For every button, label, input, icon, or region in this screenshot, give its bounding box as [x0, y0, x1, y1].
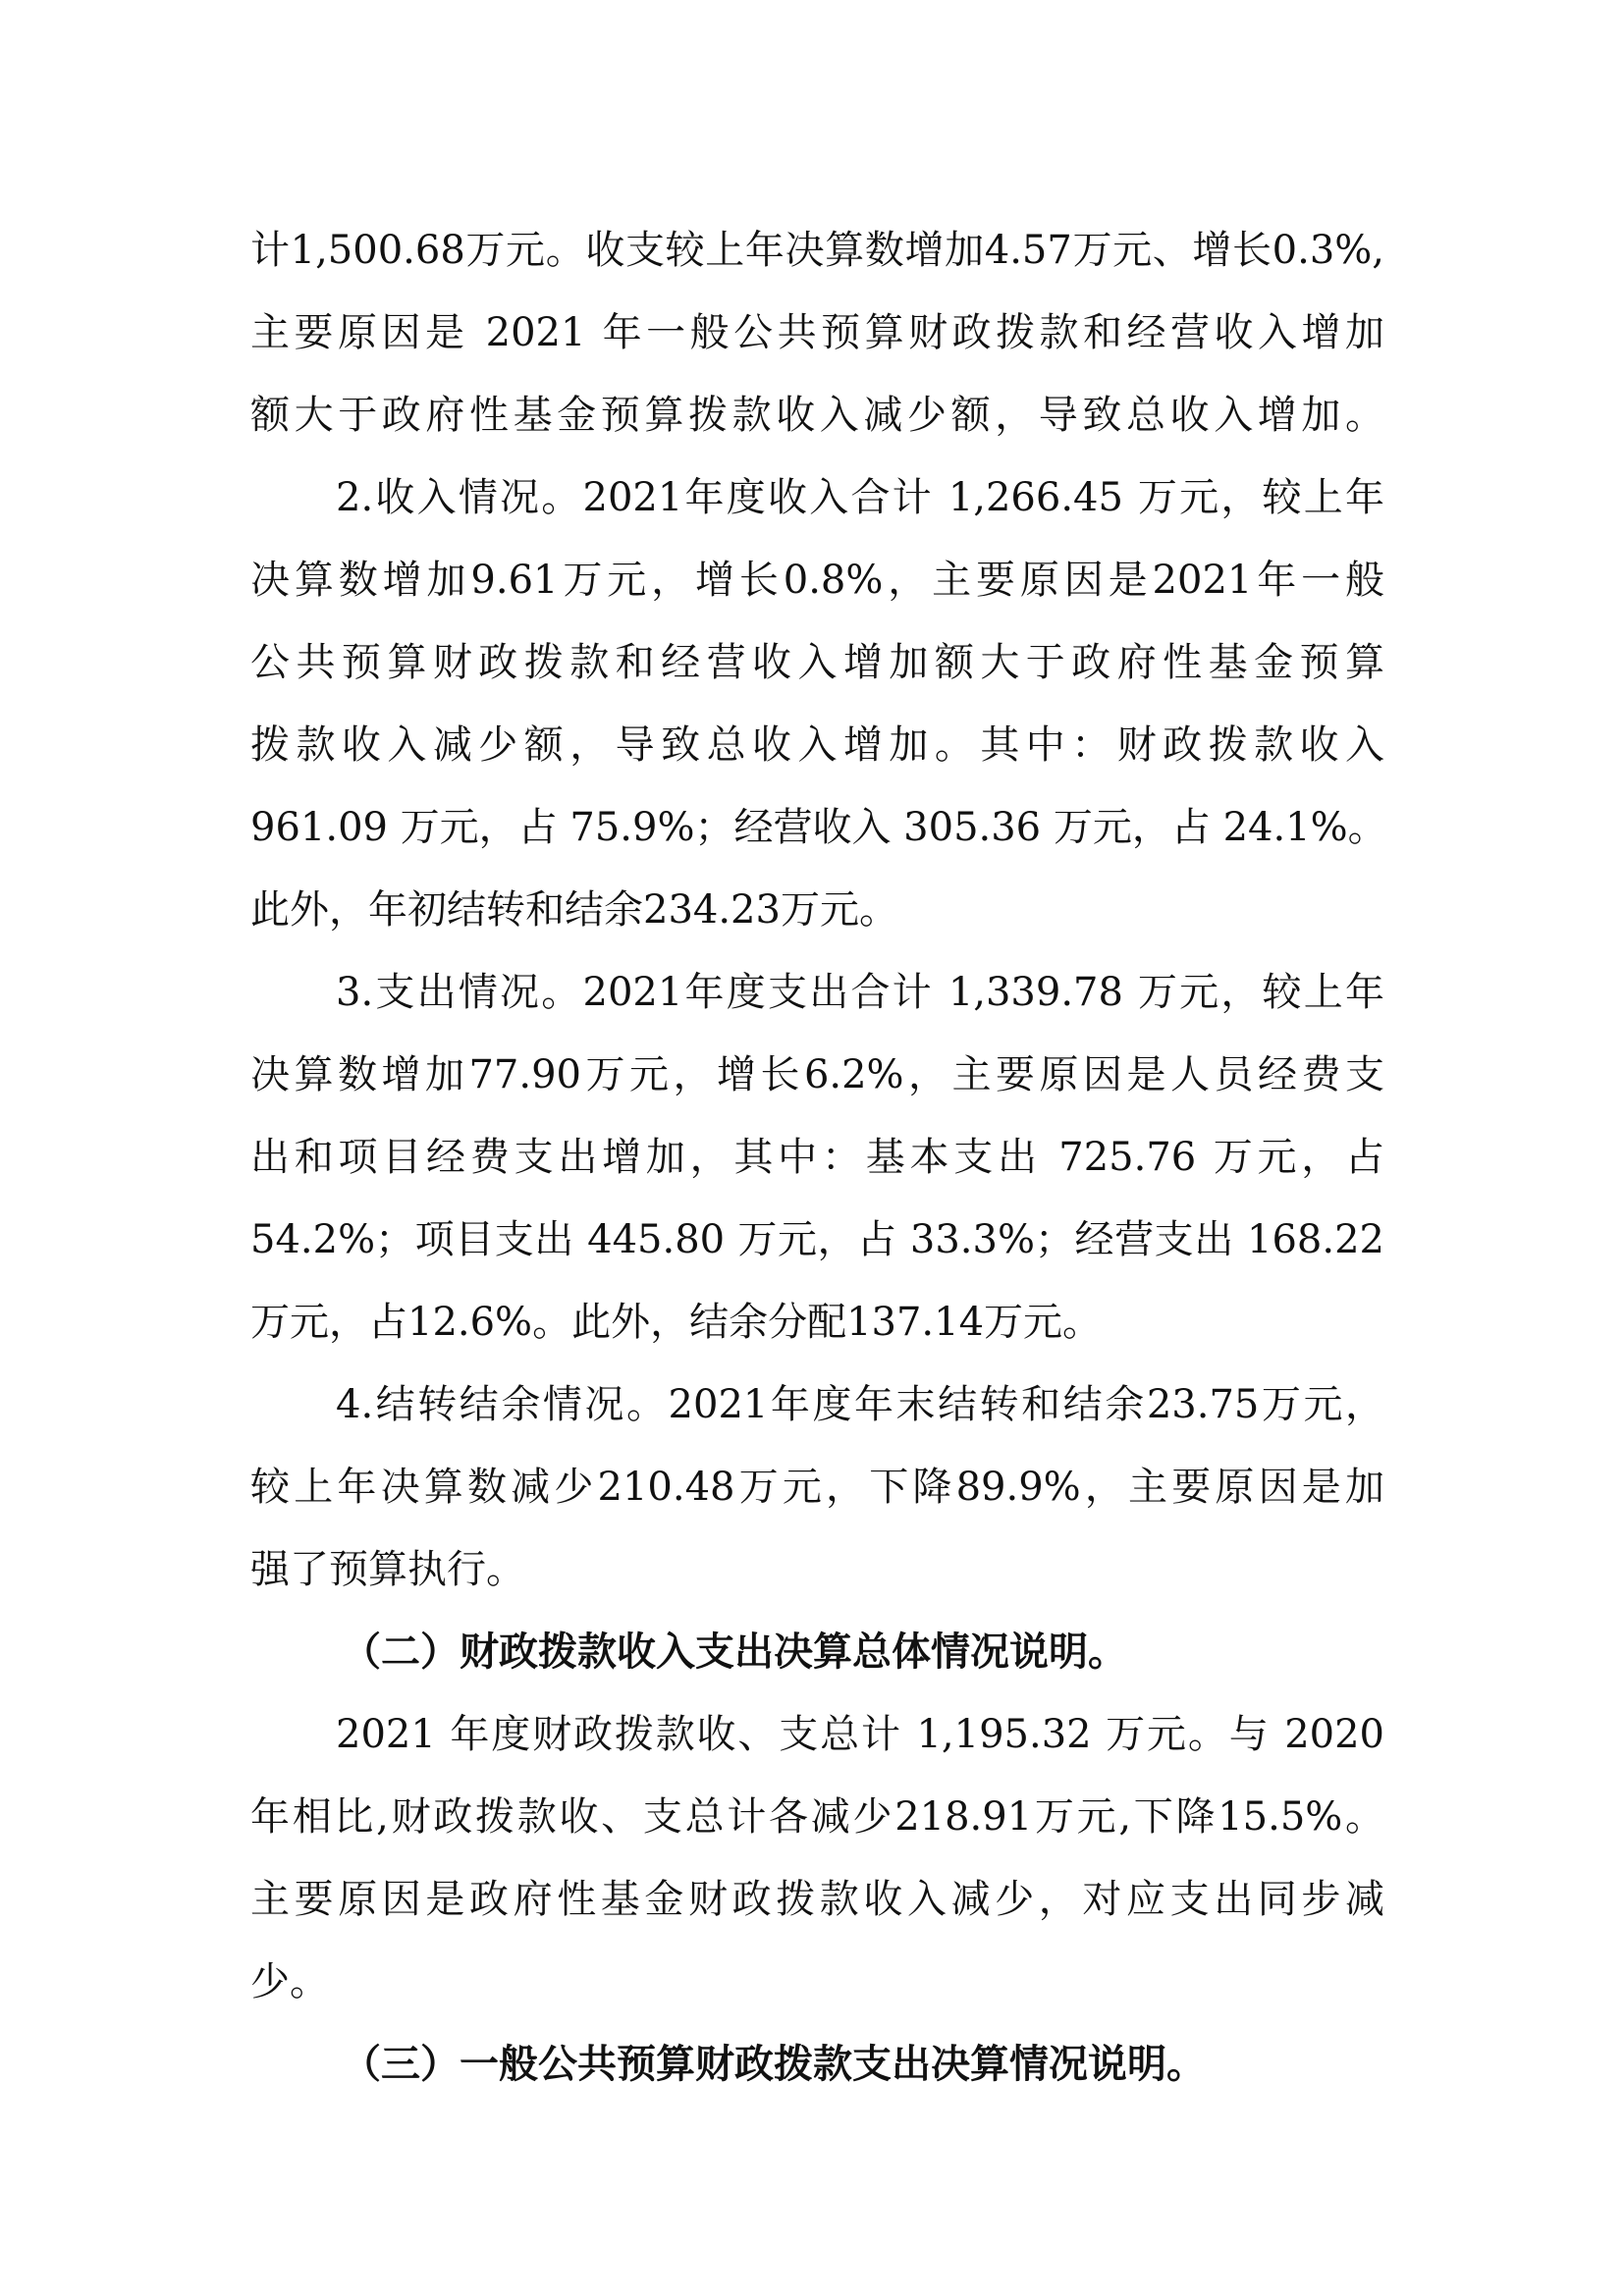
text-line: 少。 [250, 1959, 329, 2004]
text-line: 54.2%；项目支出 445.80 万元，占 33.3%；经营支出 168.22 [250, 1217, 1384, 1262]
text-line: 主要原因是 2021 年一般公共预算财政拨款和经营收入增加 [250, 310, 1384, 355]
text-line: 拨款收入减少额，导致总收入增加。其中：财政拨款收入 [250, 722, 1384, 768]
text-line: 额大于政府性基金预算拨款收入减少额，导致总收入增加。 [250, 393, 1384, 438]
text-line: 主要原因是政府性基金财政拨款收入减少，对应支出同步减 [250, 1877, 1384, 1922]
text-line: 公共预算财政拨款和经营收入增加额大于政府性基金预算 [250, 640, 1384, 685]
text-line: 决算数增加9.61万元，增长0.8%，主要原因是2021年一般 [250, 558, 1384, 603]
text-line: 4.结转结余情况。2021年度年末结转和结余23.75万元， [336, 1382, 1384, 1427]
text-line: 2021 年度财政拨款收、支总计 1,195.32 万元。与 2020 [336, 1712, 1384, 1757]
text-line: 万元，占12.6%。此外，结余分配137.14万元。 [250, 1300, 1103, 1345]
text-line: 强了预算执行。 [250, 1547, 525, 1592]
section-heading: （二）财政拨款收入支出决算总体情况说明。 [342, 1629, 1127, 1675]
text-line: 此外，年初结转和结余234.23万元。 [250, 887, 898, 933]
text-line: 961.09 万元，占 75.9%；经营收入 305.36 万元，占 24.1%。 [250, 805, 1387, 850]
text-line: 计1,500.68万元。收支较上年决算数增加4.57万元、增长0.3%, [250, 228, 1384, 273]
section-heading: （三）一般公共预算财政拨款支出决算情况说明。 [342, 2041, 1206, 2087]
text-line: 3.支出情况。2021年度支出合计 1,339.78 万元，较上年 [336, 970, 1384, 1015]
text-line: 出和项目经费支出增加，其中：基本支出 725.76 万元，占 [250, 1135, 1384, 1180]
text-line: 2.收入情况。2021年度收入合计 1,266.45 万元，较上年 [336, 475, 1384, 520]
text-line: 较上年决算数减少210.48万元，下降89.9%，主要原因是加 [250, 1465, 1384, 1510]
text-line: 决算数增加77.90万元，增长6.2%，主要原因是人员经费支 [250, 1052, 1384, 1097]
text-line: 年相比,财政拨款收、支总计各减少218.91万元,下降15.5%。 [250, 1794, 1384, 1840]
